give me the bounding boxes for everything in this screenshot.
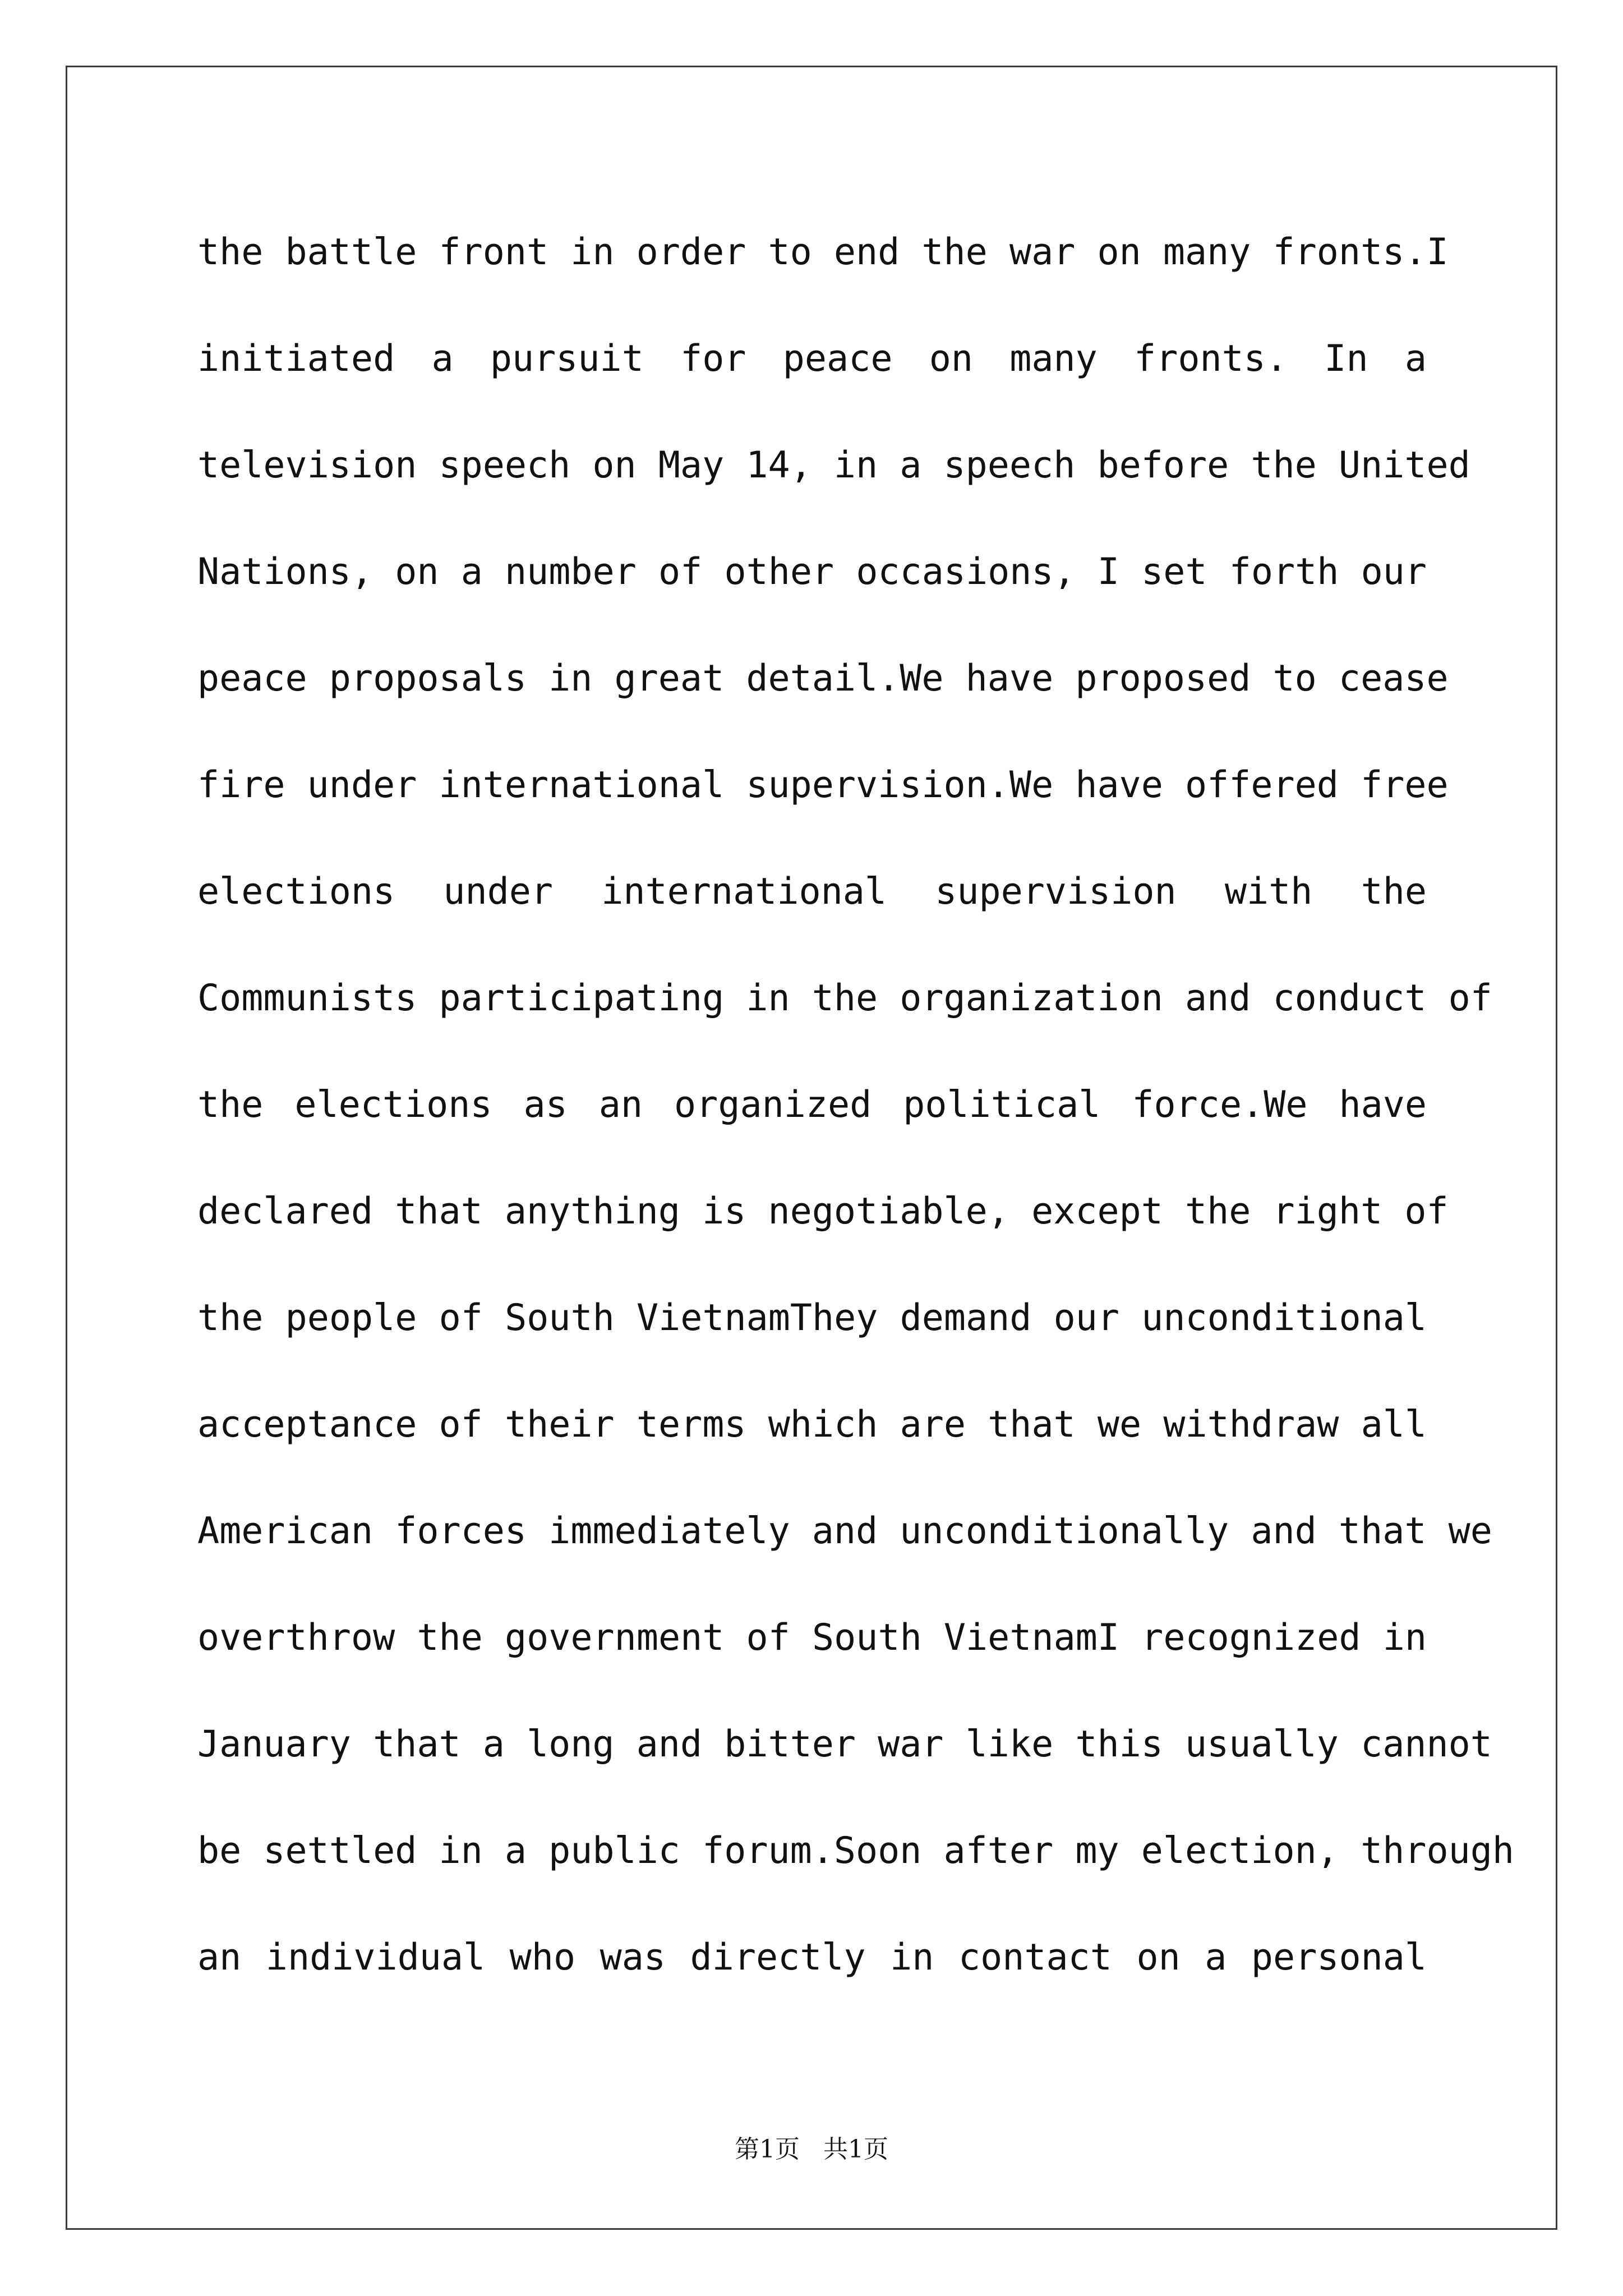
text-line: peace proposals in great detail.We have proposed to cease (197, 657, 1449, 700)
text-line: an individual who was directly in contact on a personal (197, 1936, 1427, 1978)
text-line: fire under international supervision.We have offered free (197, 764, 1449, 806)
text-line: Communists participating in the organization and conduct of (197, 977, 1492, 1019)
text-line: be settled in a public forum.Soon after my election, through (197, 1830, 1514, 1872)
text-line: overthrow the government of South VietnamI recognized in (197, 1617, 1427, 1659)
text-line: Nations, on a number of other occasions, I set forth our (197, 551, 1427, 593)
text-line: declared that anything is negotiable, except the right of (197, 1190, 1449, 1232)
text-line: elections under international supervision with the (197, 871, 1427, 913)
text-line: the elections as an organized political force.We have (197, 1084, 1427, 1126)
body-text (197, 222, 1514, 2033)
text-line: American forces immediately and unconditionally and that we (197, 1510, 1492, 1552)
text-line: television speech on May 14, in a speech before the United (197, 444, 1470, 486)
text-line: initiated a pursuit for peace on many fronts. In a (197, 338, 1427, 380)
text-line: January that a long and bitter war like this usually cannot (197, 1723, 1492, 1765)
text-line: the battle front in order to end the war on many fronts.I (197, 231, 1449, 273)
text-line: acceptance of their terms which are that we withdraw all (197, 1404, 1427, 1446)
text-line: the people of South VietnamThey demand our unconditional (197, 1297, 1427, 1339)
page-number-footer: 第1页 共1页 (735, 2135, 888, 2164)
